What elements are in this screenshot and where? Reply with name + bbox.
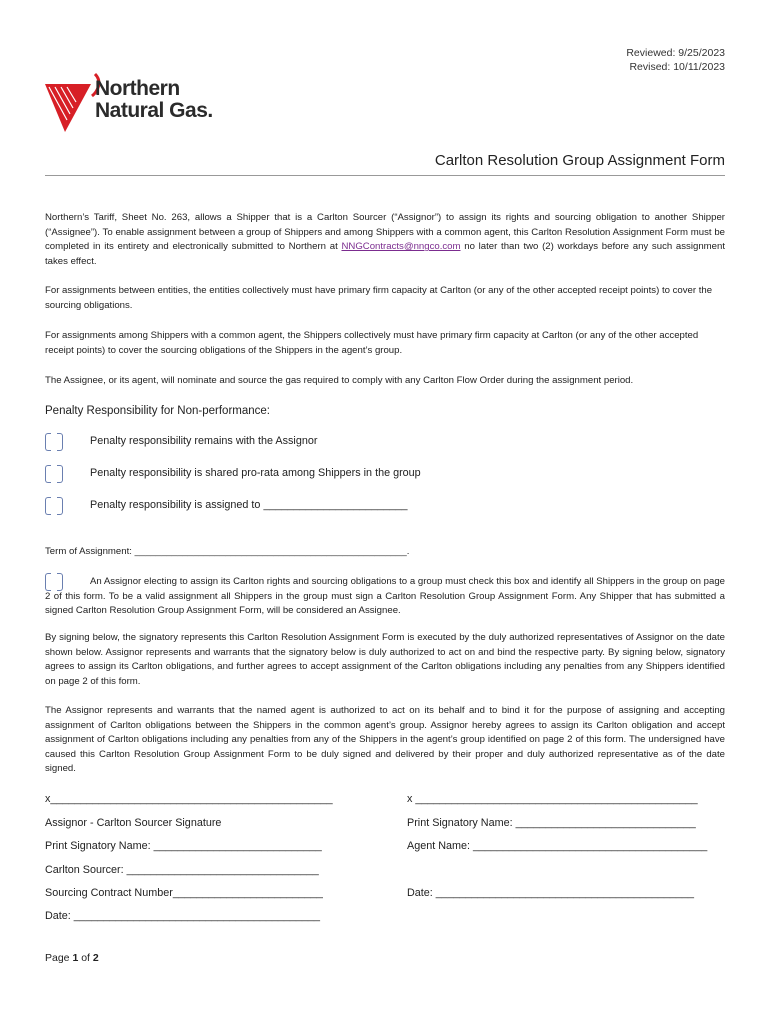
agent-print-name-field[interactable]: Print Signatory Name: ______________________________ (407, 817, 696, 829)
signing-paragraph: By signing below, the signatory represents this Carlton Resolution Assignment Form is executed by the duly authorized representatives of Assignor on the date shown below. Assignor represents and warrants that the signatory below is duly authorized to act on and bind the respective party. By signing below, signatory agrees to assign its Carlton obligations, and further agrees to accept assignment of the Carlton obligations including any penalties from any Shippers identified on page 2 of this form. (45, 632, 725, 687)
penalty-assignor-checkbox[interactable] (45, 433, 63, 451)
group-check-text: An Assignor electing to assign its Carlton rights and sourcing obligations to a group must check this box and identify all Shippers in the group on page 2 of this form. To be a valid assignment all Shippers in the group must sign a Carlton Resolution Group Assignment Form. Any Shipper that has submitted a signed Carlton Resolution Group Assignment Form, will be considered an Assignee. (45, 576, 725, 617)
penalty-option-label: Penalty responsibility is shared pro-rata among Shippers in the group (90, 467, 421, 479)
entities-paragraph: For assignments between entities, the entities collectively must have primary firm capacity at Carlton (or any of the other accepted receipt points) to cover the sourcing obligations. (45, 285, 713, 311)
penalty-shared-checkbox[interactable] (45, 465, 63, 483)
assignor-signature-line[interactable]: x_______________________________________________ (45, 793, 333, 805)
group-assignment-checkbox[interactable] (45, 573, 63, 591)
agent-name-field[interactable]: Agent Name: _______________________________________ (407, 840, 708, 852)
contracts-email-link[interactable]: NNGContracts@nngco.com (341, 241, 461, 253)
page-of: of (78, 952, 93, 964)
penalty-option-shared[interactable] (45, 465, 725, 485)
intro-text-1: Northern’s Tariff, Sheet No. 263, allows a Shipper that is a Carlton Sourcer (“Assignor”) to assign its rights and sourcing obligation to another Shipper (“Assignee”). To enable assignment between a group of Shippers and among Shippers with a common agent, this Carlton Resolution Assignment Form must be completed in its entirety and electronically submitted to Northern at (45, 212, 725, 253)
intro-paragraph (45, 211, 725, 269)
revision-dates (626, 46, 725, 74)
penalty-assigned-checkbox[interactable] (45, 497, 63, 515)
assignee-paragraph: The Assignee, or its agent, will nominate and source the gas required to comply with any Carlton Flow Order during the assignment period. (45, 375, 634, 386)
page-title: Carlton Resolution Group Assignment Form (434, 152, 725, 169)
agent-authorization-paragraph: The Assignor represents and warrants that the named agent is authorized to act on its behalf and to bind it for the purpose of assigning and accepting assignment of Carlton obligations between the Shippers in the common agent’s group. Assignor hereby agrees to assign its Carlton obligation and accept assignment of Carlton obligations including any penalties from any of the Shippers in the agent’s group identified on page 2 of this form. The undersigned have caused this Carlton Resolution Group Assignment Form to be duly signed and delivered by their proper and duly authorized representative as of the date signed. (45, 705, 725, 775)
title-divider (45, 175, 725, 176)
penalty-option-label: Penalty responsibility remains with the Assignor (90, 435, 318, 447)
page-prefix: Page (45, 952, 73, 964)
agent-paragraph: For assignments among Shippers with a common agent, the Shippers collectively must have primary firm capacity at Carlton (or any of the other accepted receipt points) to cover the sourcing obligations of the Shippers in the agent’s group. (45, 330, 699, 356)
agent-date-field[interactable]: Date: ___________________________________________ (407, 887, 695, 899)
penalty-option-assignor[interactable] (45, 433, 725, 453)
intro-text-2: no later than two (2) workdays before any such assignment takes effect. (45, 241, 725, 267)
page-current: 1 (72, 952, 79, 964)
assignor-signature-label: Assignor - Carlton Sourcer Signature (45, 817, 222, 829)
penalty-heading: Penalty Responsibility for Non-performance: (45, 405, 270, 417)
term-of-assignment-field[interactable]: Term of Assignment: ___________________________________________________. (45, 546, 410, 557)
carlton-sourcer-field[interactable]: Carlton Sourcer: ________________________________ (45, 864, 319, 876)
page-total: 2 (92, 952, 99, 964)
group-check-paragraph (45, 575, 725, 619)
logo-wordmark (95, 78, 213, 122)
penalty-option-label: Penalty responsibility is assigned to ________________________ (90, 499, 408, 511)
logo-line-1: Northern (95, 77, 180, 100)
sourcing-contract-field[interactable]: Sourcing Contract Number_________________________ (45, 887, 323, 899)
reviewed-date: Reviewed: 9/25/2023 (626, 47, 725, 59)
logo-line-2: Natural Gas. (95, 99, 213, 122)
northern-natural-gas-logo (45, 72, 225, 136)
agent-signature-line[interactable]: x _______________________________________________ (407, 793, 698, 805)
assignor-print-name-field[interactable]: Print Signatory Name: ____________________________ (45, 840, 322, 852)
revised-date: Revised: 10/11/2023 (629, 61, 725, 73)
penalty-option-assigned[interactable] (45, 497, 725, 517)
assignor-date-field[interactable]: Date: _________________________________________ (45, 910, 320, 922)
page-number (45, 952, 99, 964)
